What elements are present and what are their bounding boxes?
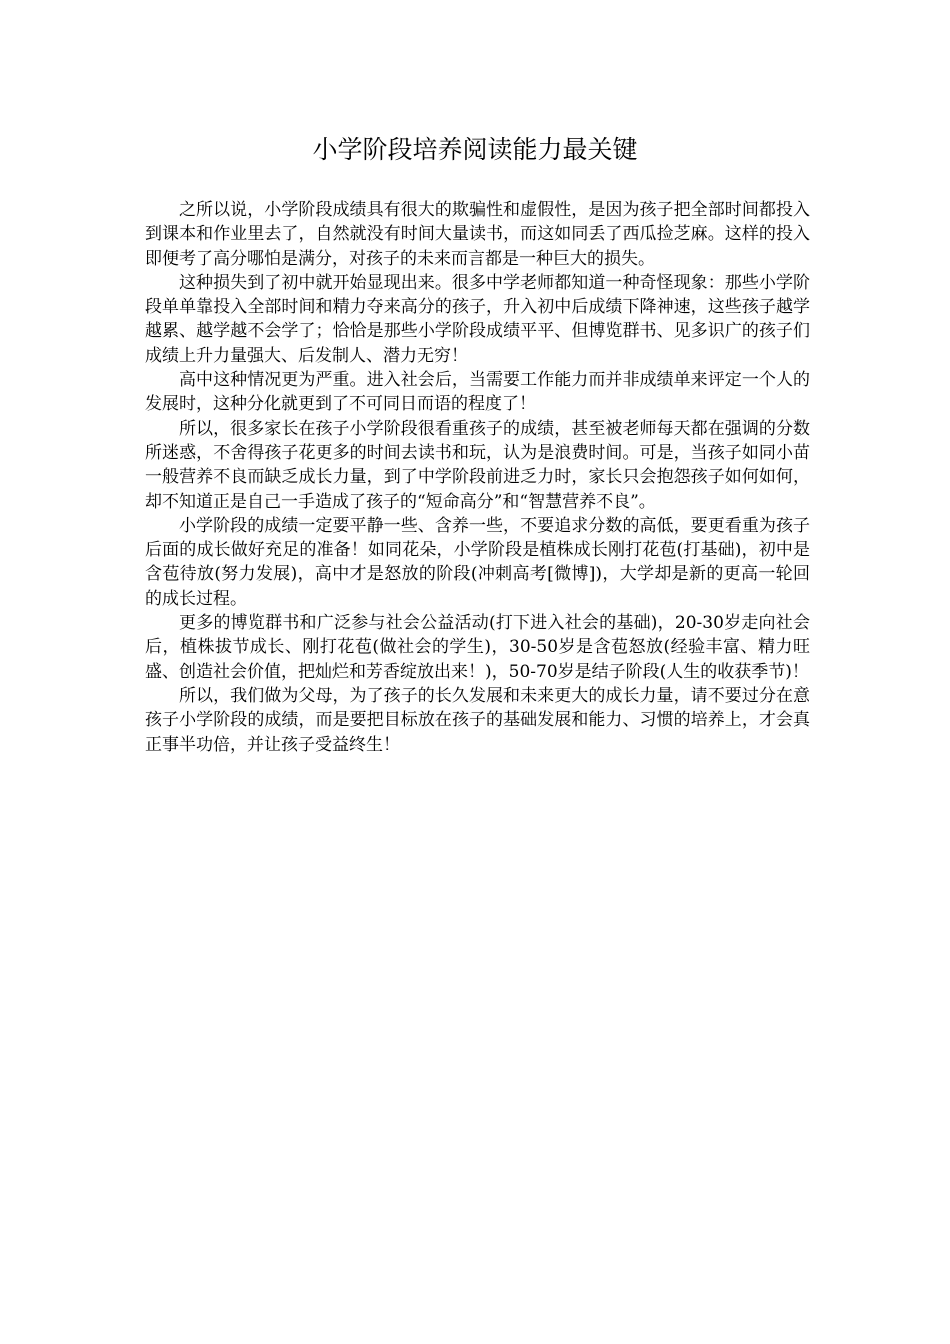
- paragraph-3: 高中这种情况更为严重。进入社会后，当需要工作能力而并非成绩单来评定一个人的发展时，这种分化就更到了不可同日而语的程度了！: [145, 370, 810, 415]
- paragraph-1: 之所以说，小学阶段成绩具有很大的欺骗性和虚假性，是因为孩子把全部时间都投入到课本和作业里去了，自然就没有时间大量读书，而这如同丢了西瓜捡芝麻。这样的投入即便考了高分哪怕是满分，对孩子的未来而言都是一种巨大的损失。: [145, 200, 810, 269]
- paragraph-2: 这种损失到了初中就开始显现出来。很多中学老师都知道一种奇怪现象：那些小学阶段单单靠投入全部时间和精力夺来高分的孩子，升入初中后成绩下降神速，这些孩子越学越累、越学越不会学了；恰恰是那些小学阶段成绩平平、但博览群书、见多识广的孩子们成绩上升力量强大、后发制人、潜力无穷！: [145, 272, 810, 366]
- paragraph-6: 更多的博览群书和广泛参与社会公益活动(打下进入社会的基础)，20-30岁走向社会后，植株拔节成长、刚打花苞(做社会的学生)，30-50岁是含苞怒放(经验丰富、精力旺盛、创造社会价值，把灿烂和芳香绽放出来！)，50-70岁是结子阶段(人生的收获季节)！: [145, 613, 810, 682]
- document-body: [145, 198, 810, 757]
- paragraph-5: 小学阶段的成绩一定要平静一些、含养一些，不要追求分数的高低，要更看重为孩子后面的成长做好充足的准备！如同花朵，小学阶段是植株成长刚打花苞(打基础)，初中是含苞待放(努力发展)，高中才是怒放的阶段(冲刺高考[微博])，大学却是新的更高一轮回的成长过程。: [145, 515, 810, 609]
- document-title: 小学阶段培养阅读能力最关键: [312, 135, 638, 164]
- paragraph-7: 所以，我们做为父母，为了孩子的长久发展和未来更大的成长力量，请不要过分在意孩子小学阶段的成绩，而是要把目标放在孩子的基础发展和能力、习惯的培养上，才会真正事半功倍，并让孩子受益终生！: [145, 685, 810, 755]
- paragraph-4: 所以，很多家长在孩子小学阶段很看重孩子的成绩，甚至被老师每天都在强调的分数所迷惑，不舍得孩子花更多的时间去读书和玩，认为是浪费时间。可是，当孩子如同小苗一般营养不良而缺乏成长力量，到了中学阶段前进乏力时，家长只会抱怨孩子如何如何，却不知道正是自己一手造成了孩子的“短命高分”和“智慧营养不良”。: [145, 418, 810, 512]
